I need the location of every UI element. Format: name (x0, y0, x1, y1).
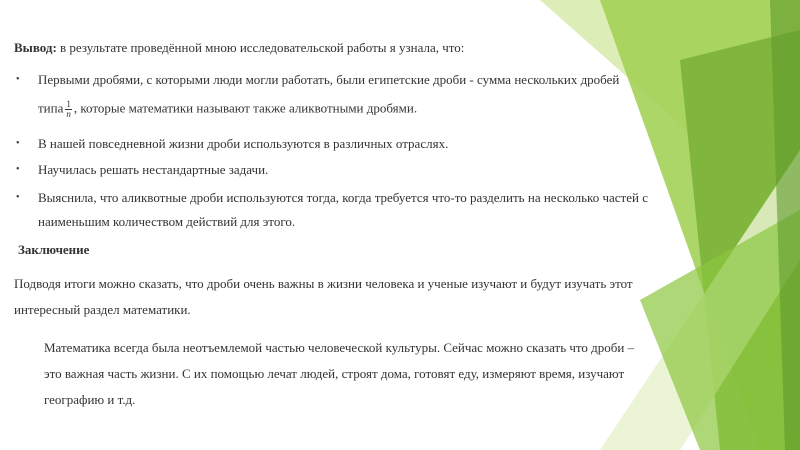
closing-line3: географию и т.д. (44, 392, 136, 407)
bullet-3: Научилась решать нестандартные задачи. (38, 162, 269, 177)
bullet-4-line2: наименьшим количеством действий для этого. (38, 214, 296, 229)
bullet-1-prefix: типа (38, 100, 64, 116)
closing-line1: Математика всегда была неотъемлемой частью человеческой культуры. Сейчас можно сказать что дроби – (44, 340, 635, 355)
conclusion-text: в результате проведённой мною исследовательской работы я узнала, что: (56, 40, 465, 55)
conclusion-heading (14, 40, 464, 56)
bullet-marker: • (16, 164, 20, 175)
bullet-1-line2 (38, 100, 417, 119)
fraction (65, 100, 72, 119)
bullet-1-suffix: , которые математики называют также аликвотными дробями. (73, 100, 418, 116)
bullet-2: В нашей повседневной жизни дроби используются в различных отраслях. (38, 136, 449, 151)
bullet-marker: • (16, 74, 20, 85)
fraction-numerator: 1 (66, 99, 71, 109)
summary-line1: Подводя итоги можно сказать, что дроби очень важны в жизни человека и ученые изучают и будут изучать этот (14, 276, 633, 291)
summary-line2: интересный раздел математики. (14, 302, 191, 317)
bullet-marker: • (16, 192, 20, 203)
closing-line2: это важная часть жизни. С их помощью лечат людей, строят дома, готовят еду, измеряют время, изучают (44, 366, 625, 381)
conclusion-label: Вывод: (14, 40, 57, 55)
bullet-4-line1: Выяснила, что аликвотные дроби используются тогда, когда требуется что-то разделить на несколько частей с (38, 190, 648, 205)
bullet-1-line1: Первыми дробями, с которыми люди могли работать, были египетские дроби - сумма нескольких дробей (38, 72, 620, 87)
fraction-denominator: n (66, 109, 71, 119)
bullet-marker: • (16, 138, 20, 149)
summary-title: Заключение (18, 242, 90, 257)
